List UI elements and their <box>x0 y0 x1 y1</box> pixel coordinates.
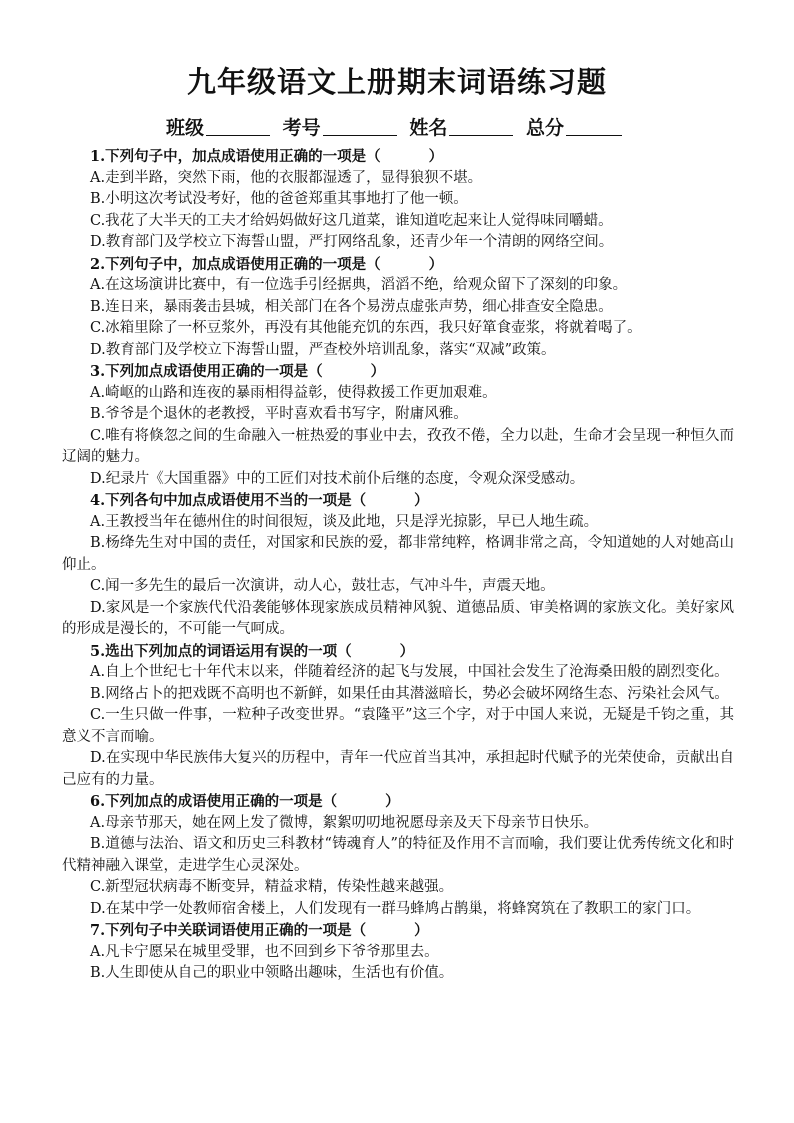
question-stem: 3.下列加点成语使用正确的一项是（ ） <box>90 363 386 380</box>
question-option: C.我花了大半天的工夫才给妈妈做好这几道菜，谁知道吃起来让人觉得味同嚼蜡。 <box>90 212 613 229</box>
score-label: 总分 <box>525 117 564 139</box>
question-option: D.家风是一个家族代代沿袭能够体现家族成员精神风貌、道德品质、审美格调的家族文化。美好家风的形成是漫长的，不可能一气呵成。 <box>62 599 734 637</box>
question-option: D.纪录片《大国重器》中的工匠们对技术前仆后继的态度，令观众深受感动。 <box>90 470 585 487</box>
question-option: D.在某中学一处教师宿舍楼上，人们发现有一群马蜂鸠占鹊巢，将蜂窝筑在了教职工的家门口。 <box>90 900 701 917</box>
question-option: C.唯有将倏忽之间的生命融入一桩热爱的事业中去，孜孜不倦，全力以赴，生命才会呈现一种恒久而辽阔的魅力。 <box>62 427 734 465</box>
number-blank[interactable] <box>323 117 397 136</box>
question-option: A.崎岖的山路和连夜的暴雨相得益彰，使得救援工作更加艰难。 <box>90 384 497 401</box>
question-stem: 7.下列句子中关联词语使用正确的一项是（ ） <box>90 922 429 939</box>
question-option: C.闻一多先生的最后一次演讲，动人心，鼓壮志，气冲斗牛，声震天地。 <box>90 578 555 594</box>
question-option: A.母亲节那天，她在网上发了微博，絮絮叨叨地祝愿母亲及天下母亲节日快乐。 <box>90 814 599 831</box>
name-label: 姓名 <box>409 117 448 139</box>
question-list <box>62 146 734 985</box>
name-blank[interactable] <box>449 117 513 136</box>
question-stem: 1.下列句子中，加点成语使用正确的一项是（ ） <box>90 148 444 165</box>
question-stem: 5.选出下列加点的词语运用有误的一项（ ） <box>90 642 415 660</box>
question-option: A.在这场演讲比赛中，有一位选手引经据典，滔滔不绝，给观众留下了深刻的印象。 <box>90 277 628 293</box>
score-blank[interactable] <box>566 117 622 136</box>
question-option: C.新型冠状病毒不断变异，精益求精，传染性越来越强。 <box>90 879 454 895</box>
question-option: A.自上个世纪七十年代末以来，伴随着经济的起飞与发展，中国社会发生了沧海桑田般的剧烈变化。 <box>90 664 729 680</box>
question-option: D.教育部门及学校立下海誓山盟，严查校外培训乱象，落实“双减”政策。 <box>90 341 556 358</box>
question-option: B.连日来，暴雨袭击县城，相关部门在各个易涝点虚张声势，细心排查安全隐患。 <box>90 298 613 315</box>
class-label: 班级 <box>166 117 205 139</box>
class-blank[interactable] <box>206 117 270 136</box>
question-stem: 2.下列句子中，加点成语使用正确的一项是（ ） <box>90 255 444 273</box>
question-option: D.教育部门及学校立下海誓山盟，严打网络乱象，还青少年一个清朗的网络空间。 <box>90 234 614 250</box>
question-option: B.爷爷是个退休的老教授，平时喜欢看书写字，附庸风雅。 <box>90 406 468 422</box>
page-title: 九年级语文上册期末词语练习题 <box>186 65 607 99</box>
student-info-line <box>0 114 794 142</box>
question-option: B.网络占卜的把戏既不高明也不新鲜，如果任由其潜滋暗长，势必会破坏网络生态、污染社会风气。 <box>90 685 729 702</box>
number-label: 考号 <box>282 117 321 139</box>
question-option: A.王教授当年在德州住的时间很短，谈及此地，只是浮光掠影，早已人地生疏。 <box>90 513 599 530</box>
question-option: B.人生即使从自己的职业中领略出趣味，生活也有价值。 <box>90 965 454 981</box>
question-option: B.小明这次考试没考好，他的爸爸郑重其事地打了他一顿。 <box>90 191 468 207</box>
question-option: C.冰箱里除了一杯豆浆外，再没有其他能充饥的东西，我只好箪食壶浆，将就着喝了。 <box>90 320 642 336</box>
question-option: B.杨绛先生对中国的责任，对国家和民族的爱，都非常纯粹，格调非常之高，令知道她的人对她高山仰止。 <box>62 535 734 573</box>
question-option: A.凡卡宁愿呆在城里受罪，也不回到乡下爷爷那里去。 <box>90 943 439 960</box>
question-stem: 6.下列加点的成语使用正确的一项是（ ） <box>90 793 400 810</box>
question-option: D.在实现中华民族伟大复兴的历程中，青年一代应首当其冲，承担起时代赋予的光荣使命，贡献出自己应有的力量。 <box>62 750 734 788</box>
question-option: C.一生只做一件事，一粒种子改变世界。“袁隆平”这三个字，对于中国人来说，无疑是千钧之重，其意义不言而喻。 <box>62 707 734 745</box>
question-stem: 4.下列各句中加点成语使用不当的一项是（ ） <box>90 492 429 509</box>
question-option: B.道德与法治、语文和历史三科教材“铸魂育人”的特征及作用不言而喻，我们要让优秀传统文化和时代精神融入课堂，走进学生心灵深处。 <box>62 836 734 874</box>
question-option: A.走到半路，突然下雨，他的衣服都湿透了，显得狼狈不堪。 <box>90 169 483 186</box>
